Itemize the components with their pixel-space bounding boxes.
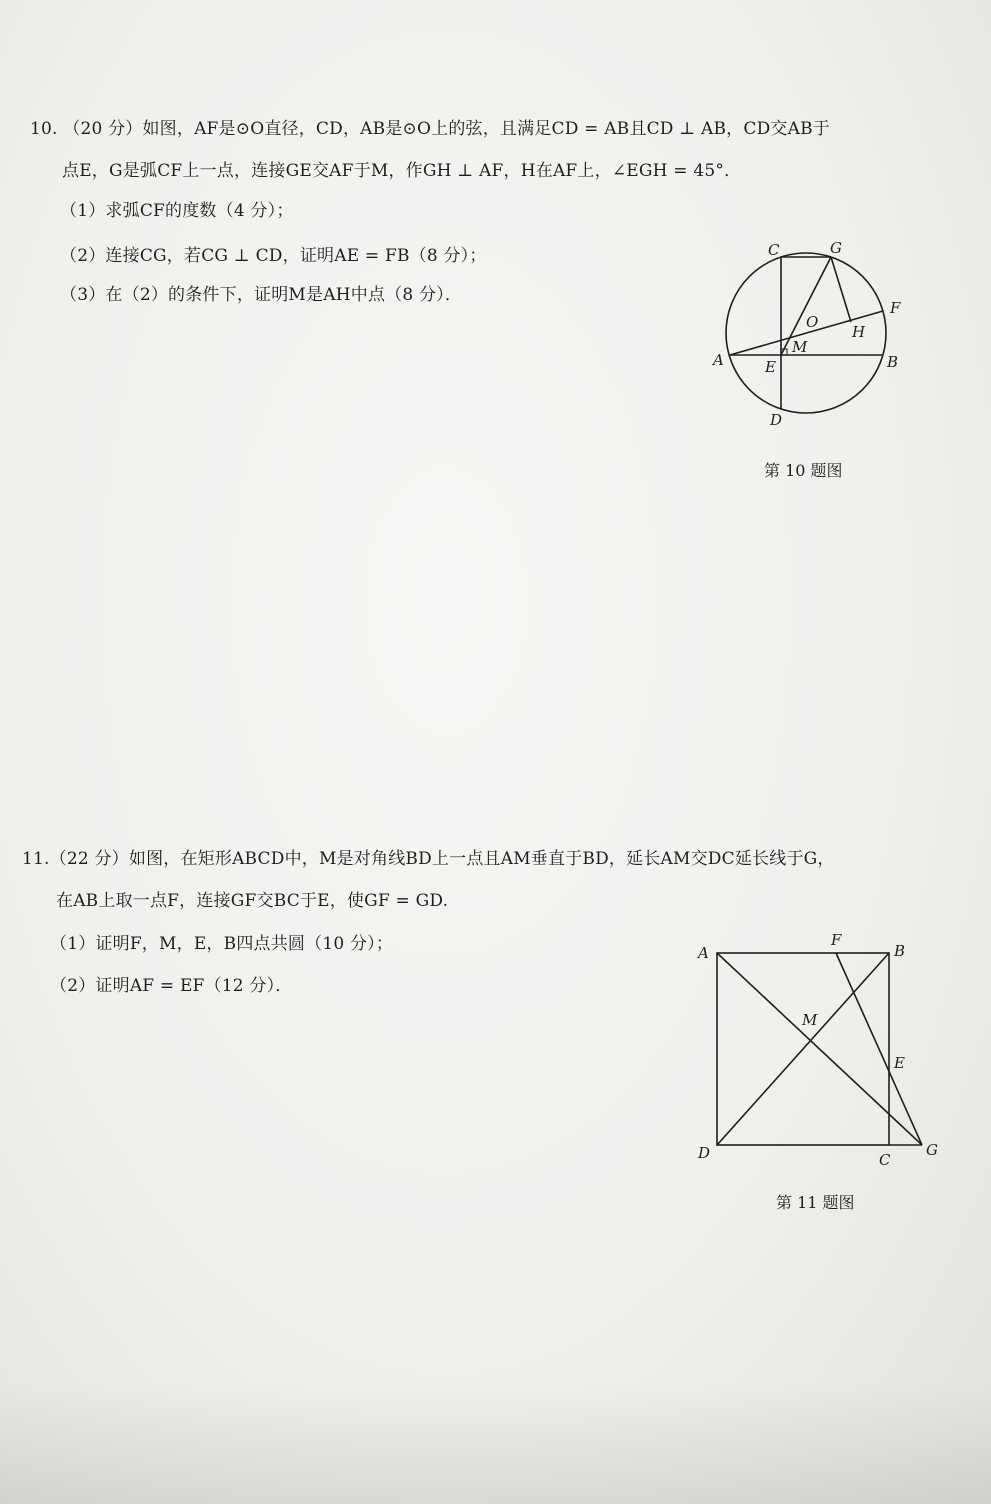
q11-statement-line-2: 在AB上取一点F，连接GF交BC于E，使GF = GD. xyxy=(56,891,449,911)
label-d: D xyxy=(698,1144,711,1162)
label-m: M xyxy=(792,338,808,356)
label-e: E xyxy=(765,358,776,376)
photo-shadow xyxy=(0,1384,991,1504)
label-c: C xyxy=(768,241,780,259)
segment-gf xyxy=(836,953,922,1145)
q10-part-1: （1）求弧CF的度数（4 分）； xyxy=(60,201,294,221)
q11-figure xyxy=(690,925,960,1175)
label-a: A xyxy=(698,944,709,962)
label-d: D xyxy=(770,411,783,429)
q10-figure xyxy=(700,235,920,435)
label-c: C xyxy=(879,1151,891,1169)
q11-part-1: （1）证明F，M，E，B四点共圆（10 分）； xyxy=(50,934,394,954)
label-g: G xyxy=(926,1141,938,1159)
q10-statement-line-1: 10. （20 分）如图，AF是⊙O直径，CD，AB是⊙O上的弦，且满足CD = AB且CD ⊥ AB，CD交AB于 xyxy=(30,119,830,139)
label-b: B xyxy=(894,942,906,960)
segment-ag xyxy=(717,953,922,1145)
q10-circle-diagram xyxy=(700,235,920,435)
label-h: H xyxy=(852,323,866,341)
q10-caption: 第 10 题图 xyxy=(764,461,843,480)
q10-statement-line-2: 点E，G是弧CF上一点，连接GE交AF于M，作GH ⊥ AF，H在AF上，∠EGH = 45°． xyxy=(62,161,742,181)
q11-caption: 第 11 题图 xyxy=(776,1193,855,1212)
label-e: E xyxy=(894,1054,905,1072)
q10-part-3: （3）在（2）的条件下，证明M是AH中点（8 分）． xyxy=(60,285,463,305)
label-b: B xyxy=(887,353,899,371)
label-o: O xyxy=(806,313,819,331)
label-m: M xyxy=(802,1011,818,1029)
q11-rectangle-diagram xyxy=(690,925,960,1175)
label-a: A xyxy=(713,351,724,369)
segment-gh xyxy=(831,257,851,322)
q10-part-2: （2）连接CG，若CG ⊥ CD，证明AE = FB（8 分）； xyxy=(60,246,487,266)
label-f: F xyxy=(890,299,901,317)
diagonal-bd xyxy=(717,953,889,1145)
label-g: G xyxy=(830,239,842,257)
q11-statement-line-1: 11.（22 分）如图，在矩形ABCD中，M是对角线BD上一点且AM垂直于BD，延长AM交DC延长线于G， xyxy=(22,849,835,869)
label-f: F xyxy=(831,931,842,949)
q11-part-2: （2）证明AF = EF（12 分）． xyxy=(50,976,293,996)
